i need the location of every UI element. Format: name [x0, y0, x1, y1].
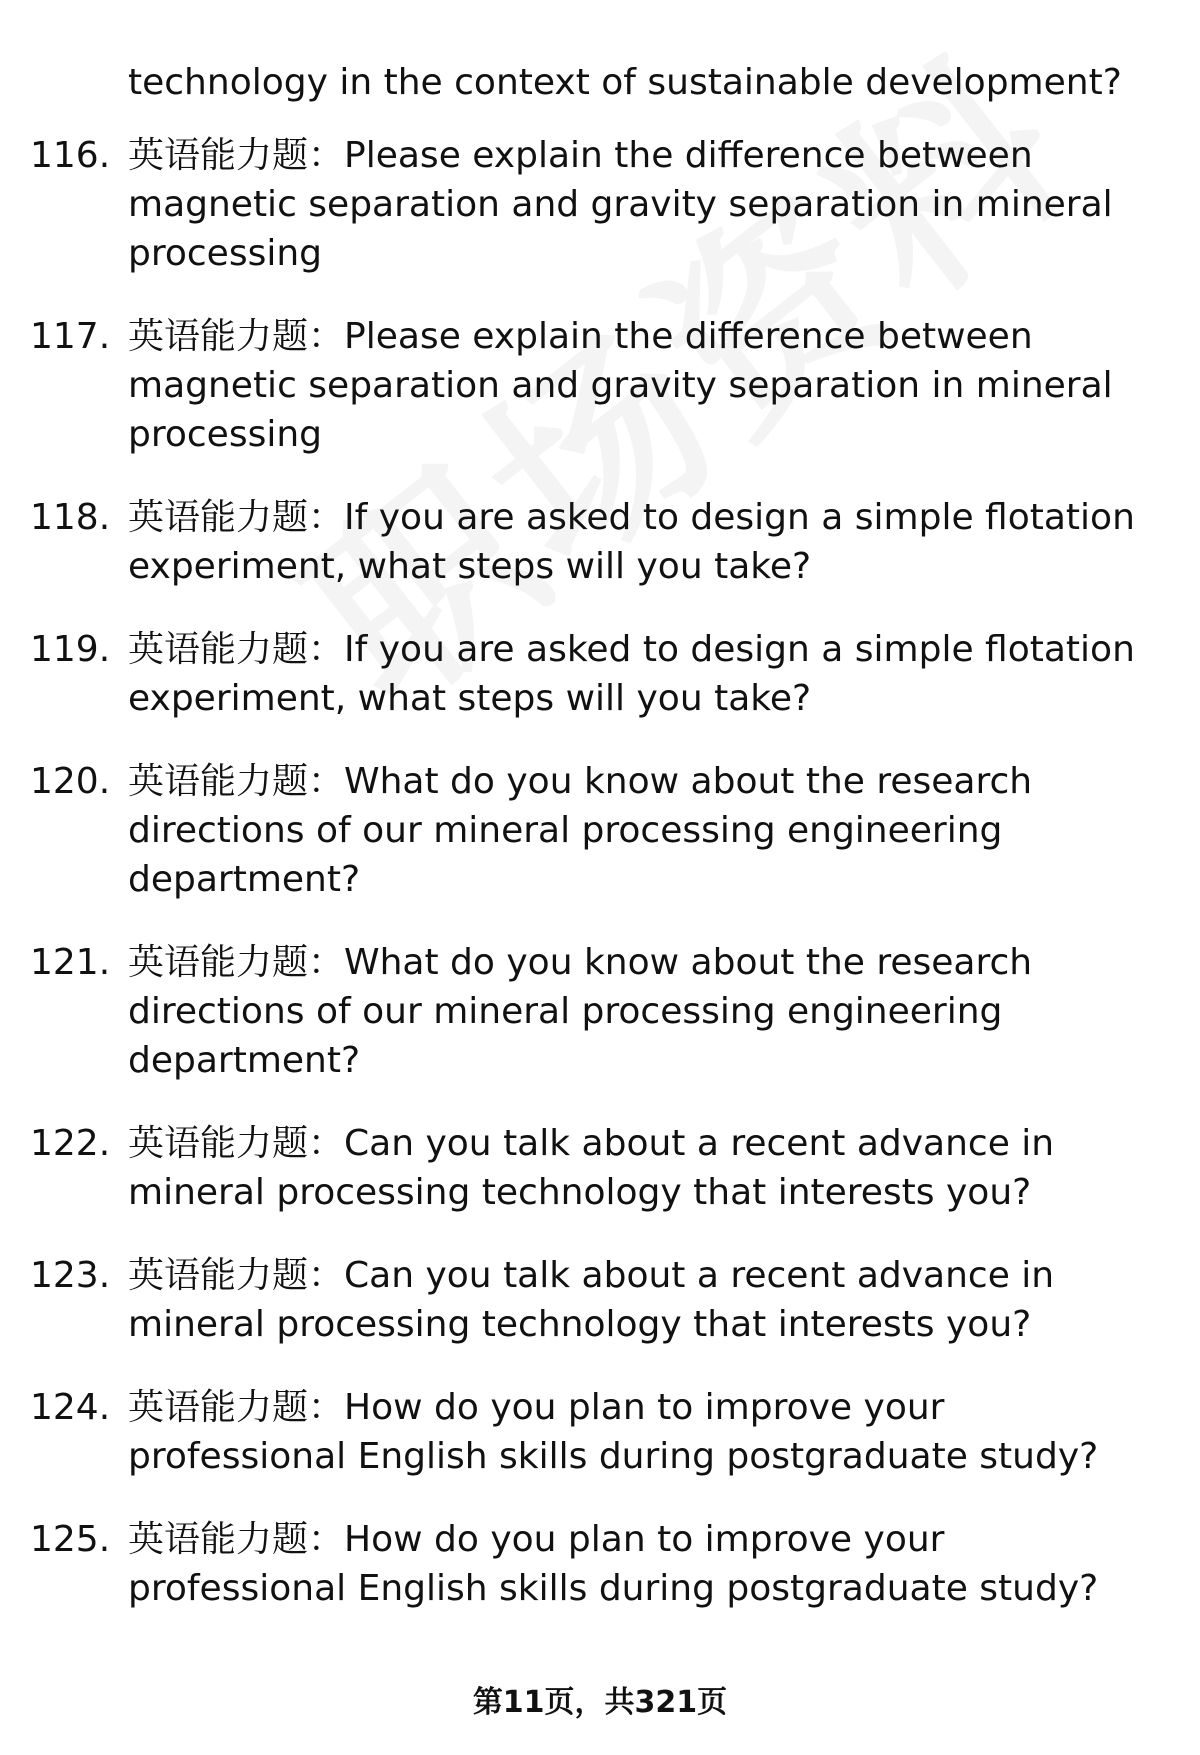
question-body [128, 938, 1170, 1085]
question-body [128, 625, 1170, 723]
question-item [30, 1515, 1170, 1613]
question-number: 116. [30, 135, 111, 176]
question-item [30, 493, 1170, 591]
question-body [128, 1515, 1170, 1613]
question-prefix: 英语能力题： [128, 1255, 345, 1296]
question-prefix: 英语能力题： [128, 942, 345, 983]
question-body [128, 1383, 1170, 1481]
question-text: Can you talk about a recent advance in mineral processing technology that interests you? [128, 1255, 1055, 1345]
question-number: 122. [30, 1123, 111, 1164]
question-body [128, 131, 1170, 278]
question-prefix: 英语能力题： [128, 629, 345, 670]
question-text: What do you know about the research directions of our mineral processing engineering department? [128, 761, 1033, 900]
question-prefix: 英语能力题： [128, 1123, 345, 1164]
question-text: Can you talk about a recent advance in mineral processing technology that interests you? [128, 1123, 1055, 1213]
question-body [128, 1119, 1170, 1217]
question-number: 124. [30, 1387, 111, 1428]
question-item [30, 131, 1170, 278]
question-item [30, 938, 1170, 1085]
question-text: Please explain the difference between magnetic separation and gravity separation in mineral processing [128, 316, 1113, 455]
question-number: 120. [30, 761, 111, 802]
question-number: 117. [30, 316, 111, 357]
question-body [128, 493, 1170, 591]
question-prefix: 英语能力题： [128, 497, 345, 538]
question-body [128, 1251, 1170, 1349]
question-prefix: 英语能力题： [128, 135, 345, 176]
question-item [30, 757, 1170, 904]
question-number: 119. [30, 629, 111, 670]
question-text: What do you know about the research directions of our mineral processing engineering department? [128, 942, 1033, 1081]
question-item [30, 1383, 1170, 1481]
question-number: 118. [30, 497, 111, 538]
question-text: How do you plan to improve your professional English skills during postgraduate study? [128, 1387, 1099, 1477]
question-text: Please explain the difference between magnetic separation and gravity separation in mineral processing [128, 135, 1113, 274]
page-footer: 第11页，共321页 [472, 1685, 728, 1720]
continuation-text: technology in the context of sustainable development? [128, 62, 1122, 103]
question-item [30, 1251, 1170, 1349]
question-prefix: 英语能力题： [128, 316, 345, 357]
question-prefix: 英语能力题： [128, 761, 345, 802]
question-text: How do you plan to improve your professional English skills during postgraduate study? [128, 1519, 1099, 1609]
question-item [30, 312, 1170, 459]
question-number: 125. [30, 1519, 111, 1560]
question-body [128, 312, 1170, 459]
question-text: If you are asked to design a simple flotation experiment, what steps will you take? [128, 629, 1135, 719]
question-number: 121. [30, 942, 111, 983]
question-body [128, 757, 1170, 904]
question-text: If you are asked to design a simple flotation experiment, what steps will you take? [128, 497, 1135, 587]
question-prefix: 英语能力题： [128, 1387, 345, 1428]
question-number: 123. [30, 1255, 111, 1296]
question-item [30, 1119, 1170, 1217]
question-item [30, 625, 1170, 723]
question-prefix: 英语能力题： [128, 1519, 345, 1560]
